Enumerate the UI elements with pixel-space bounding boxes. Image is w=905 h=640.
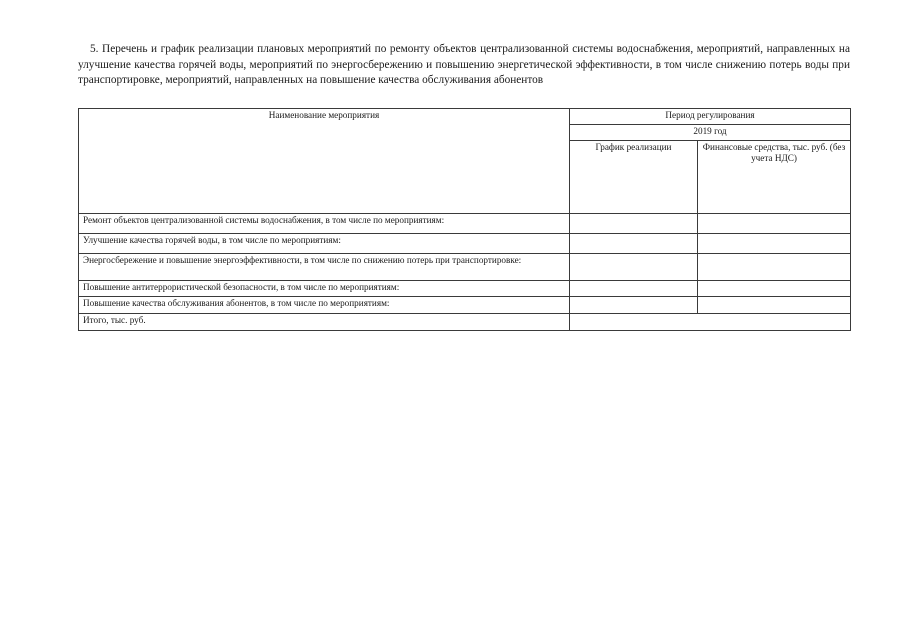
total-value-cell bbox=[570, 314, 851, 331]
row-finance-cell bbox=[698, 281, 851, 297]
row-finance-cell bbox=[698, 297, 851, 314]
row-label: Повышение качества обслуживания абонентов, в том числе по мероприятиям: bbox=[79, 297, 570, 314]
header-period: Период регулирования bbox=[570, 109, 851, 125]
row-label: Повышение антитеррористической безопасности, в том числе по мероприятиям: bbox=[79, 281, 570, 297]
table-row bbox=[79, 214, 851, 234]
row-schedule-cell bbox=[570, 281, 698, 297]
row-label: Улучшение качества горячей воды, в том числе по мероприятиям: bbox=[79, 234, 570, 254]
row-finance-cell bbox=[698, 234, 851, 254]
table-row bbox=[79, 234, 851, 254]
table-row bbox=[79, 297, 851, 314]
header-year: 2019 год bbox=[570, 125, 851, 141]
row-label: Энергосбережение и повышение энергоэффективности, в том числе по снижению потерь при транспортировке: bbox=[79, 254, 570, 281]
total-row bbox=[79, 314, 851, 331]
header-row-period bbox=[79, 109, 851, 125]
header-schedule: График реализации bbox=[570, 141, 698, 214]
row-label: Ремонт объектов централизованной системы водоснабжения, в том числе по мероприятиям: bbox=[79, 214, 570, 234]
header-finance: Финансовые средства, тыс. руб. (без учета НДС) bbox=[698, 141, 851, 214]
measures-table bbox=[78, 108, 851, 331]
row-schedule-cell bbox=[570, 297, 698, 314]
row-schedule-cell bbox=[570, 214, 698, 234]
header-name-column: Наименование мероприятия bbox=[79, 109, 570, 214]
row-schedule-cell bbox=[570, 254, 698, 281]
row-finance-cell bbox=[698, 214, 851, 234]
row-schedule-cell bbox=[570, 234, 698, 254]
table-row bbox=[79, 281, 851, 297]
table-row bbox=[79, 254, 851, 281]
row-finance-cell bbox=[698, 254, 851, 281]
section-heading: 5. Перечень и график реализации плановых мероприятий по ремонту объектов централизованной системы водоснабжения, мероприятий, направленных на улучшение качества горячей воды, мероприятий по энергосбережению и повышению энергетической эффективности, в том числе снижению потерь воды при транспортировке, мероприятий, направленных на повышение качества обслуживания абонентов bbox=[78, 43, 850, 86]
total-label: Итого, тыс. руб. bbox=[79, 314, 570, 331]
